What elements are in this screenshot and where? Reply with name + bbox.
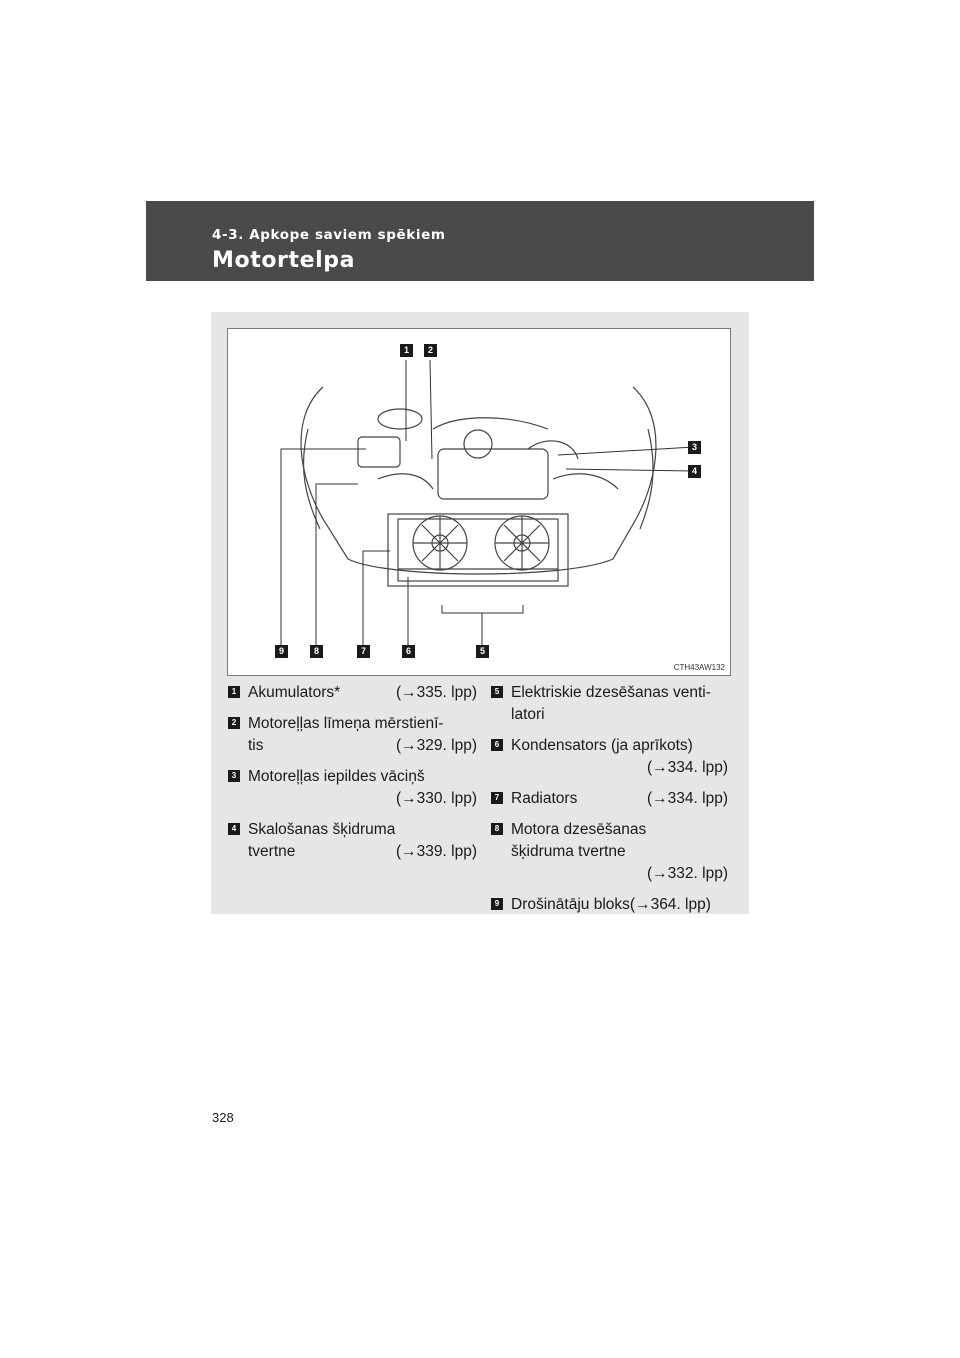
page-reference: (→335. lpp) — [396, 684, 477, 701]
legend-text-continued: šķidruma tvertne — [511, 843, 626, 860]
legend-number: 6 — [491, 739, 503, 751]
page-reference: (→329. lpp) — [396, 737, 477, 754]
legend-number: 1 — [228, 686, 240, 698]
callout-3: 3 — [688, 441, 701, 454]
legend-column-right — [490, 682, 728, 925]
figure-code: CTH43AW132 — [673, 663, 725, 672]
page-title: Motortelpa — [212, 248, 356, 273]
engine-bay-drawing — [228, 329, 731, 676]
legend-text: Motora dzesēšanas — [511, 821, 647, 838]
callout-1: 1 — [400, 344, 413, 357]
page-reference: (→334. lpp) — [647, 790, 728, 807]
callout-2: 2 — [424, 344, 437, 357]
legend-text: Akumulators* — [248, 684, 341, 701]
page-number: 328 — [212, 1110, 234, 1125]
page-reference: (→339. lpp) — [396, 843, 477, 860]
legend-text: Kondensators (ja aprīkots) — [511, 737, 693, 754]
legend-text: Drošinātāju bloks — [511, 896, 630, 913]
legend-text: Motoreļļas iepildes vāciņš — [248, 768, 425, 785]
legend-text-continued: latori — [511, 706, 545, 723]
legend-number: 8 — [491, 823, 503, 835]
legend-number: 9 — [491, 898, 503, 910]
callout-4: 4 — [688, 465, 701, 478]
legend-item — [490, 735, 728, 779]
content-box — [211, 312, 749, 914]
legend-text-continued: tvertne — [248, 843, 296, 860]
legend-text: Motoreļļas līmeņa mērstienī- — [248, 715, 444, 732]
legend-item — [227, 682, 477, 704]
page-reference: (→332. lpp) — [647, 865, 728, 882]
legend-item — [490, 682, 728, 726]
legend-number: 5 — [491, 686, 503, 698]
page-reference: (→330. lpp) — [396, 790, 477, 807]
page-reference: (→364. lpp) — [629, 896, 711, 913]
page-reference: (→334. lpp) — [647, 759, 728, 776]
section-header-band — [146, 201, 814, 281]
callout-9: 9 — [275, 645, 288, 658]
legend-number: 4 — [228, 823, 240, 835]
legend-item — [227, 766, 477, 810]
legend-number: 2 — [228, 717, 240, 729]
legend-text-continued: tis — [248, 737, 264, 754]
legend-item — [227, 819, 477, 863]
legend-text: Elektriskie dzesēšanas venti- — [511, 684, 711, 701]
section-label: 4-3. Apkope saviem spēkiem — [212, 227, 446, 243]
legend-item — [490, 894, 728, 916]
legend-number: 7 — [491, 792, 503, 804]
legend-item — [490, 788, 728, 810]
legend-item — [227, 713, 477, 757]
legend-text: Radiators — [511, 790, 578, 807]
callout-5: 5 — [476, 645, 489, 658]
legend-text: Skalošanas šķidruma — [248, 821, 396, 838]
callout-6: 6 — [402, 645, 415, 658]
callout-8: 8 — [310, 645, 323, 658]
legend-item — [490, 819, 728, 885]
engine-bay-illustration — [227, 328, 731, 676]
callout-7: 7 — [357, 645, 370, 658]
legend-column-left — [227, 682, 477, 872]
legend-number: 3 — [228, 770, 240, 782]
